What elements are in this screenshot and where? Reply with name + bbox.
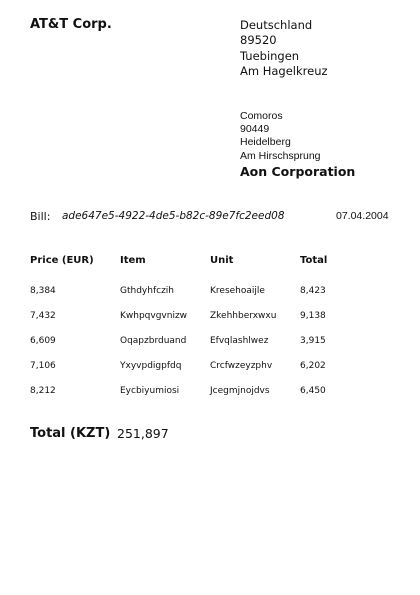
sender-country: Deutschland (240, 18, 313, 32)
recipient-street: Am Hirschsprung (240, 149, 321, 162)
recipient-country: Comoros (240, 110, 283, 122)
recipient-address (240, 110, 321, 163)
cell-total: 6,202 (300, 361, 326, 371)
sender-city: Tuebingen (240, 48, 300, 63)
cell-total: 8,423 (300, 286, 326, 296)
cell-price: 8,384 (30, 286, 56, 296)
cell-unit: Jcegmjnojdvs (210, 386, 270, 396)
cell-item: Yxyvpdigpfdq (120, 361, 182, 371)
cell-price: 6,609 (30, 336, 56, 346)
sender-street: Am Hagelkreuz (240, 63, 328, 78)
cell-unit: Zkehhberxwxu (210, 311, 277, 321)
sender-address (240, 18, 328, 79)
cell-unit: Crcfwzeyzphv (210, 361, 273, 371)
header-total: Total (300, 255, 328, 266)
cell-price: 7,106 (30, 361, 56, 371)
cell-total: 6,450 (300, 386, 326, 396)
bill-id: ade647e5-4922-4de5-b82c-89e7fc2eed08 (62, 210, 285, 222)
cell-price: 7,432 (30, 311, 56, 321)
cell-item: Gthdyhfczih (120, 286, 174, 296)
bill-date: 07.04.2004 (336, 210, 389, 222)
cell-price: 8,212 (30, 386, 56, 396)
sender-postcode: 89520 (240, 33, 277, 48)
cell-item: Eycbiyumiosi (120, 386, 180, 396)
cell-item: Kwhpqvgvnizw (120, 311, 188, 321)
cell-unit: Kresehoaijle (210, 286, 265, 296)
cell-total: 9,138 (300, 311, 326, 321)
recipient-postcode: 90449 (240, 123, 270, 136)
total-label: Total (KZT) (30, 426, 111, 441)
cell-total: 3,915 (300, 336, 326, 346)
recipient-name: Aon Corporation (240, 164, 356, 179)
header-item: Item (120, 255, 146, 266)
header-price: Price (EUR) (30, 255, 94, 266)
cell-unit: Efvqlashlwez (210, 336, 269, 346)
bill-label: Bill: (30, 210, 51, 223)
recipient-city: Heidelberg (240, 136, 291, 149)
cell-item: Oqapzbrduand (120, 336, 187, 346)
sender-name: AT&T Corp. (30, 17, 112, 32)
total-value: 251,897 (117, 426, 169, 441)
header-unit: Unit (210, 255, 234, 266)
